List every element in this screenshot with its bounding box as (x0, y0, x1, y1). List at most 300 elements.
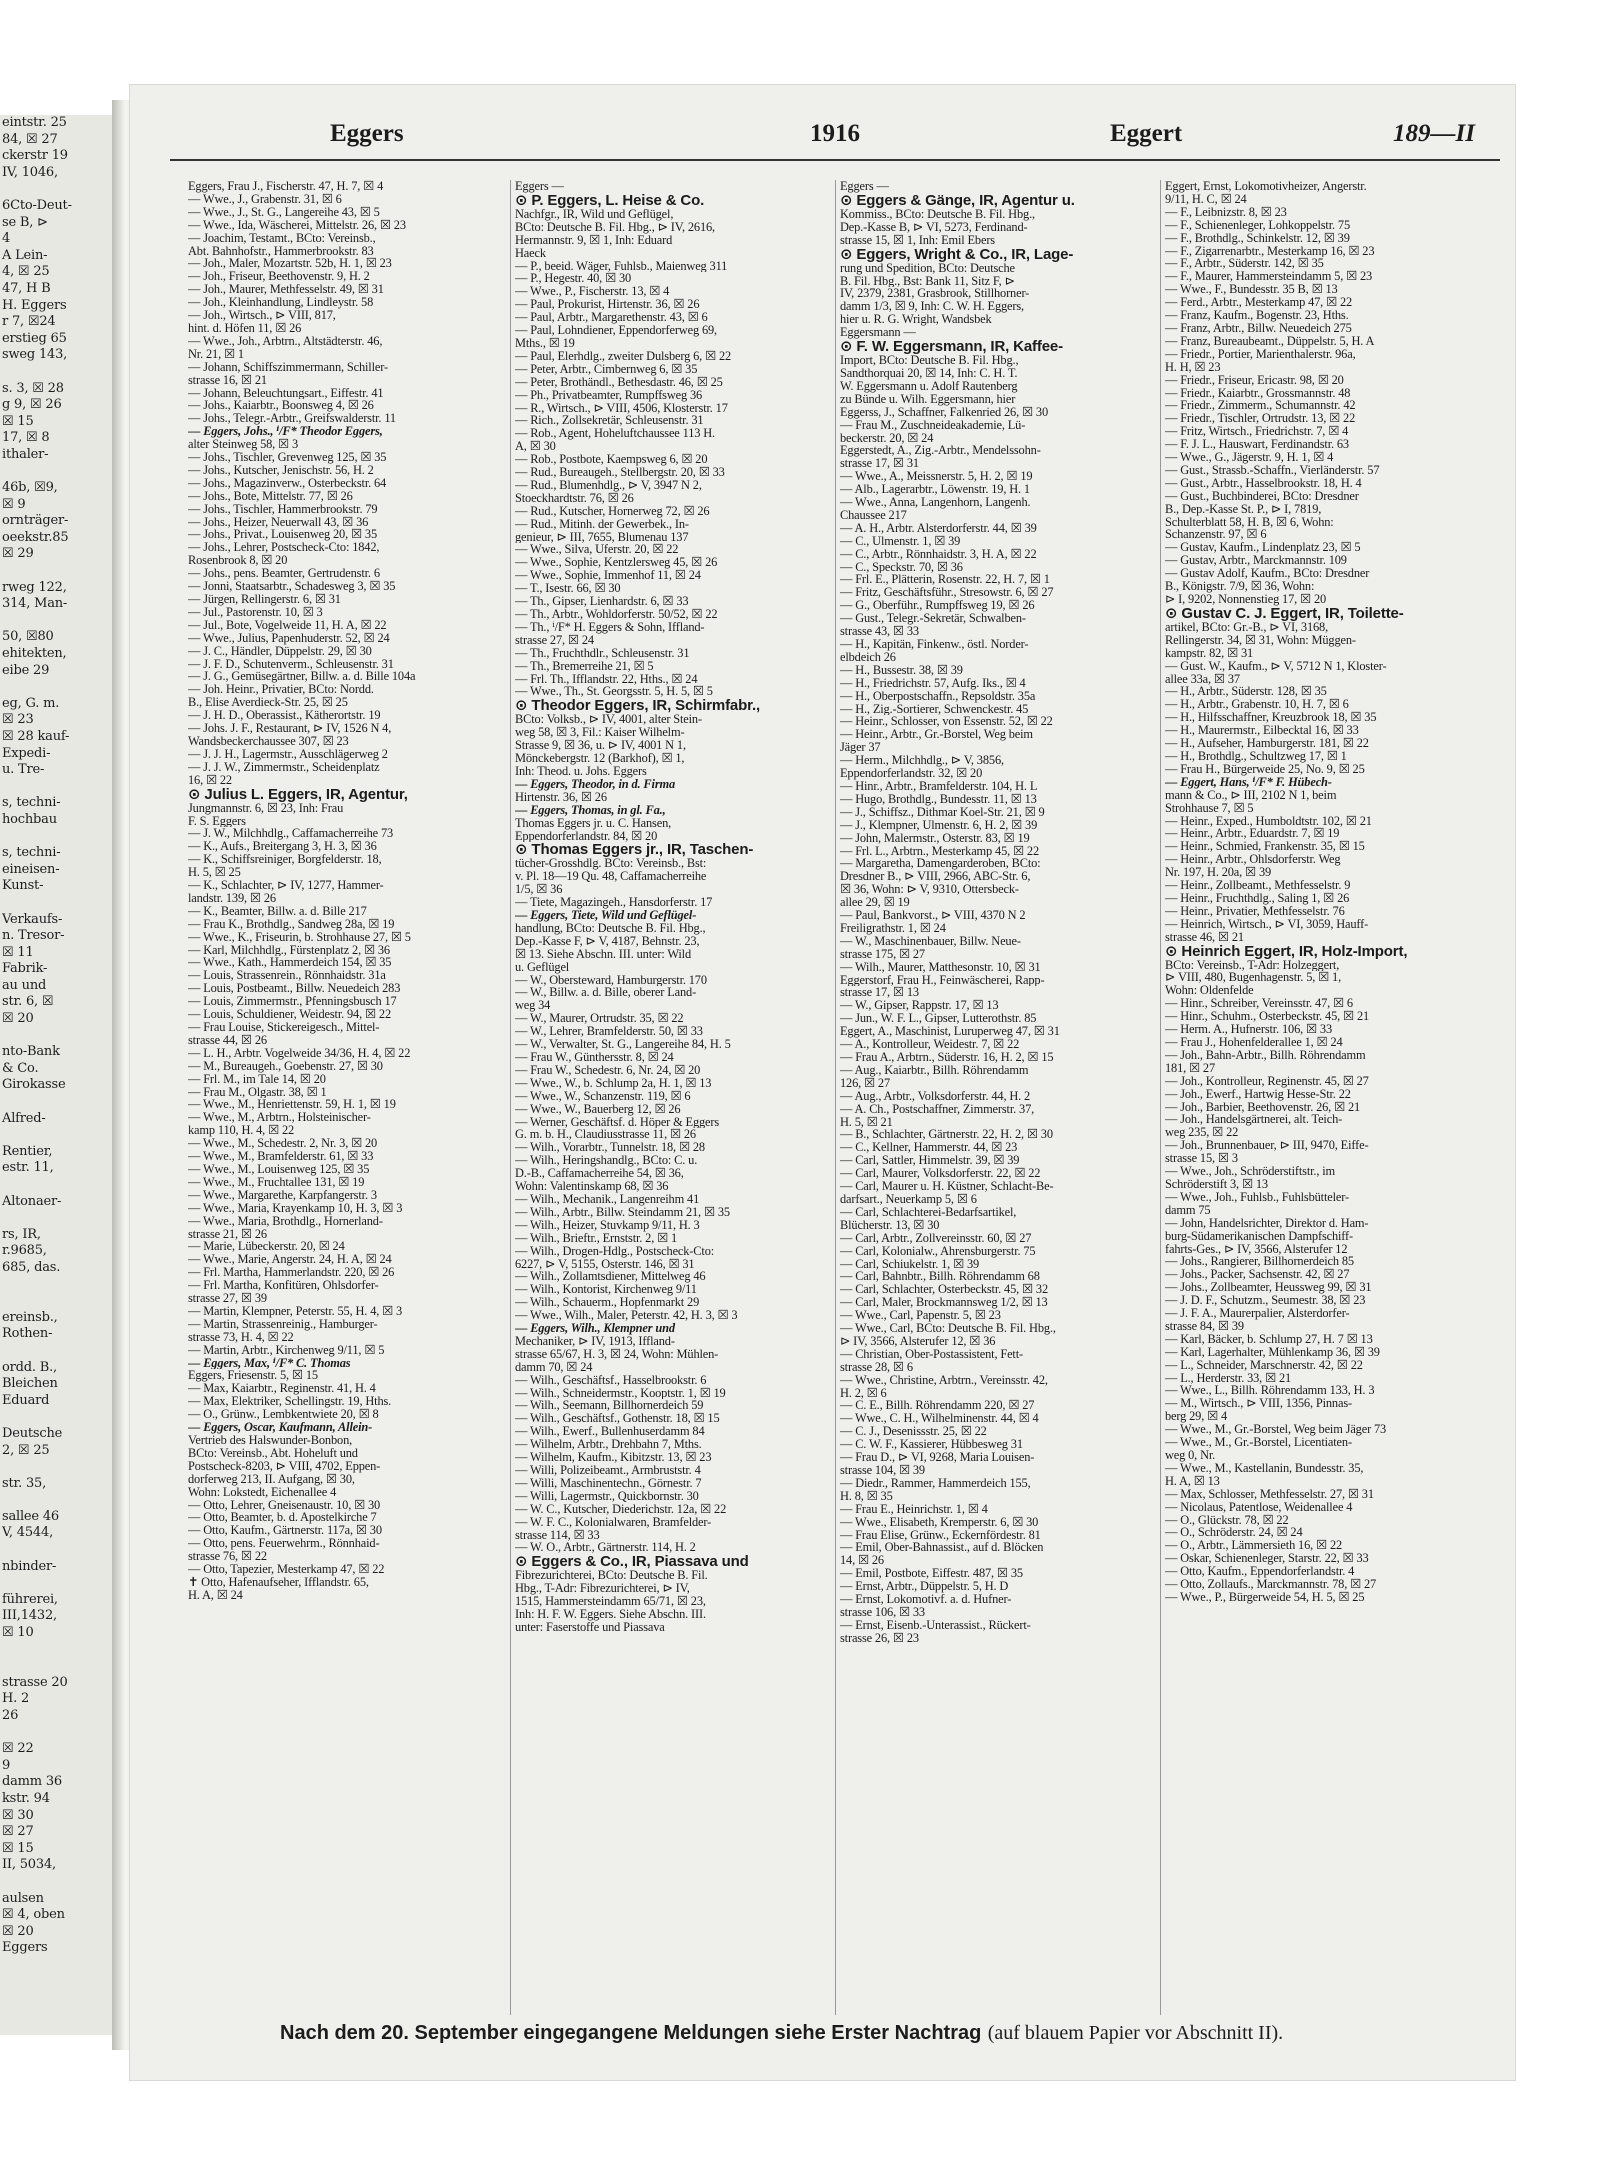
directory-entry-line: Fibrezurichterei, BCto: Deutsche B. Fil. (515, 1569, 708, 1583)
fragment-line: III,1432, (2, 1608, 57, 1624)
directory-entry-line: — Wwe., Marie, Angerstr. 24, H. A, ☒ 24 (188, 1253, 392, 1267)
directory-entry-line: Wohn: Oldenfelde (1165, 984, 1254, 998)
directory-entry-line: — A., Kontrolleur, Weidestr. 7, ☒ 22 (840, 1038, 1020, 1051)
directory-entry-line: — Otto, Lehrer, Gneisenaustr. 10, ☒ 30 (188, 1498, 381, 1512)
directory-entry-line: — Wwe., Wilh., Maler, Peterstr. 42, H. 3, ☒ 3 (515, 1309, 738, 1323)
directory-entry-line: — C., Arbtr., Rönnhaidstr. 3, H. A, ☒ 22 (840, 547, 1037, 561)
directory-entry-line: — Martin, Arbtr., Kirchenweg 9/11, ☒ 5 (188, 1343, 385, 1357)
directory-entry-line: unter: Faserstoffe und Piassava (515, 1620, 665, 1634)
directory-entry-line: — M., Bureaugeh., Goebenstr. 27, ☒ 30 (188, 1059, 383, 1073)
directory-entry-line: strasse 16, ☒ 21 (188, 373, 267, 387)
fragment-line: s, techni- (2, 795, 61, 811)
fragment-line: H. Eggers (2, 297, 67, 313)
directory-entry-line: — Wwe., M., Schedestr. 2, Nr. 3, ☒ 20 (188, 1137, 378, 1151)
directory-entry-line: — Louis, Schuldiener, Weidestr. 94, ☒ 22 (188, 1008, 391, 1021)
directory-entry-line: H. A, ☒ 24 (188, 1588, 243, 1602)
directory-entry-line: — Frau H., Bürgerweide 25, No. 9, ☒ 25 (1165, 762, 1365, 776)
directory-entry-line: — Th., Fruchthdlr., Schleusenstr. 31 (515, 646, 690, 660)
directory-entry-line: — Eggers, Thomas, in gl. Fa., (515, 803, 666, 817)
directory-entry-line: — Heinr., Privatier, Methfesselstr. 76 (1165, 904, 1345, 918)
directory-entry-line: — Wwe., Maria, Brothdlg., Hornerland- (188, 1214, 383, 1228)
directory-entry-line: — Friedr., Portier, Marienthalerstr. 96a, (1165, 347, 1356, 361)
directory-entry-line: — J. D. F., Schutzm., Seumestr. 38, ☒ 23 (1165, 1294, 1366, 1308)
directory-entry-line: Eggert, Ernst, Lokomotivheizer, Angerstr. (1165, 180, 1367, 193)
directory-entry-line: — Rud., Bureaugeh., Stellbergstr. 20, ☒ 33 (515, 466, 725, 479)
directory-entry-line: ☒ 13. Siehe Abschn. III. unter: Wild (515, 947, 692, 961)
directory-entry-line: — Otto, Zollaufs., Marckmannstr. 78, ☒ 27 (1165, 1578, 1377, 1591)
directory-entry-line: — Franz, Kaufm., Bogenstr. 23, Hths. (1165, 309, 1349, 322)
directory-entry-line: — Max, Kaiarbtr., Reginenstr. 41, H. 4 (188, 1382, 376, 1396)
directory-entry-line: Hermannstr. 9, ☒ 1, Inh: Eduard (515, 233, 673, 247)
directory-entry-line: allee 33a, ☒ 37 (1165, 672, 1240, 686)
directory-entry-line: Eggerstorf, Frau H., Feinwäscherei, Rapp- (840, 973, 1045, 987)
directory-entry-line: — F., Arbtr., Süderstr. 142, ☒ 35 (1165, 257, 1324, 271)
footer-note (280, 2020, 1480, 2048)
fragment-line: ☒ 10 (2, 1625, 34, 1641)
directory-entry-line: — Frau A., Arbtrn., Süderstr. 16, H. 2, ☒ 15 (840, 1051, 1054, 1064)
fragment-line: ☒ 27 (2, 1824, 34, 1840)
directory-entry-line: — C., Speckstr. 70, ☒ 36 (840, 560, 963, 574)
directory-entry-line: Strasse 9, ☒ 36, u. ⊳ IV, 4001 N 1, (515, 739, 686, 753)
directory-entry-line: strasse 28, ☒ 6 (840, 1360, 913, 1374)
directory-entry-line: — Otto, Kaufm., Gärtnerstr. 117a, ☒ 30 (188, 1524, 382, 1538)
directory-entry-line: — Carl, Maurer u. H. Küstner, Schlacht-Be- (840, 1180, 1054, 1193)
directory-entry-line: — Wilh., Ewerf., Bullenhuserdamm 84 (515, 1425, 705, 1439)
directory-entry-line: strasse 65/67, H. 3, ☒ 24, Wohn: Mühlen- (515, 1347, 719, 1361)
directory-entry-line: Import, BCto: Deutsche B. Fil. Hbg., (840, 354, 1019, 367)
directory-entry-line: — Joh., Barbier, Beethovenstr. 26, ☒ 21 (1165, 1100, 1361, 1114)
directory-entry-line: — F., Zigarrenarbtr., Mesterkamp 16, ☒ 23 (1165, 244, 1375, 258)
directory-entry-line: — Johann, Schiffszimmermann, Schiller- (188, 360, 388, 374)
directory-entry-line: — Ernst, Eisenb.-Unterassist., Rückert- (840, 1618, 1031, 1632)
fragment-line (0, 463, 112, 480)
fragment-line: u. Tre- (2, 762, 45, 778)
directory-entry-line: — Ph., Privatbeamter, Rumpffsweg 36 (515, 388, 703, 402)
directory-entry-line: Eggers, Frau J., Fischerstr. 47, H. 7, ☒ 4 (188, 180, 384, 193)
directory-entry-line: strasse 76, ☒ 22 (188, 1550, 267, 1564)
directory-entry-line: 14, ☒ 26 (840, 1554, 884, 1568)
fragment-line (0, 1127, 112, 1144)
fragment-line: führerei, (2, 1591, 58, 1607)
directory-entry-line: — H., Arbtr., Grabenstr. 10, H. 7, ☒ 6 (1165, 698, 1349, 712)
directory-entry-line: Blücherstr. 13, ☒ 30 (840, 1218, 940, 1232)
fragment-line: au und (2, 977, 47, 993)
directory-entry-line: — Wilh., Vorarbtr., Tunnelstr. 18, ☒ 28 (515, 1141, 705, 1155)
fragment-line: ☒ 20 (2, 1923, 34, 1939)
directory-entry-line: — Johs., pens. Beamter, Gertrudenstr. 6 (188, 567, 380, 581)
directory-entry-line: kampstr. 82, ☒ 31 (1165, 646, 1254, 660)
directory-entry-line: — O., Arbtr., Lämmersieth 16, ☒ 22 (1165, 1539, 1343, 1553)
directory-entry-line: Haeck (515, 246, 546, 260)
directory-entry-line: — H., Kapitän, Finkenw., östl. Norder- (840, 638, 1029, 651)
directory-entry-line: — Friedr., Zimmerm., Schumannstr. 42 (1165, 399, 1356, 413)
directory-entry-line: — Frau K., Brothdlg., Sandweg 28a, ☒ 19 (188, 917, 395, 931)
directory-entry-line: — Joachim, Testamt., BCto: Vereinsb., (188, 231, 376, 245)
directory-entry-line: — Wwe., P., Bürgerweide 54, H. 5, ☒ 25 (1165, 1590, 1365, 1604)
directory-entry-line: — F. J. L., Hauswart, Ferdinandstr. 63 (1165, 438, 1349, 452)
fragment-line (0, 1874, 112, 1891)
directory-entry-line: — Wwe., J., Grabenstr. 31, ☒ 6 (188, 192, 342, 206)
fragment-line: 26 (2, 1708, 19, 1723)
directory-entry-line: — Wwe., Sophie, Immenhof 11, ☒ 24 (515, 569, 701, 583)
directory-entry-line: — Eggers, Johs., ⁱ/F* Theodor Eggers, (188, 425, 383, 439)
fragment-line: H. 2 (2, 1691, 30, 1707)
directory-entry-line: G. m. b. H., Claudiusstrasse 11, ☒ 26 (515, 1128, 696, 1142)
directory-entry-line: — Franz, Arbtr., Billw. Neuedeich 275 (1165, 321, 1352, 335)
directory-entry-line: — Heinr., Schlosser, von Essenstr. 52, ☒ 22 (840, 715, 1053, 729)
directory-entry-line: — P., beeid. Wäger, Fuhlsb., Maienweg 311 (515, 259, 728, 273)
directory-entry-line: — Wilhelm, Arbtr., Drehbahn 7, Mths. (515, 1438, 702, 1452)
directory-entry-line: — Gustav, Arbtr., Marckmannstr. 109 (1165, 554, 1347, 568)
directory-entry-line: — B., Schlachter, Gärtnerstr. 22, H. 2, ☒ 30 (840, 1128, 1053, 1142)
directory-entry-line: rung und Spedition, BCto: Deutsche (840, 261, 1015, 275)
directory-entry-line: BCto: Vereinsb., Abt. Hoheluft und (188, 1446, 358, 1460)
directory-entry-line: 16, ☒ 22 (188, 773, 232, 787)
directory-entry-line: — Joh., Ewerf., Hartwig Hesse-Str. 22 (1165, 1087, 1351, 1101)
directory-entry-line: — L., Herderstr. 33, ☒ 21 (1165, 1371, 1292, 1385)
directory-entry-line: kamp 110, H. 4, ☒ 22 (188, 1124, 295, 1138)
directory-entry-line: — Heinr., Fruchthdlg., Saling 1, ☒ 26 (1165, 891, 1350, 905)
directory-entry-line: — Joh. Heinr., Privatier, BCto: Nordd. (188, 683, 374, 697)
directory-entry-line: Hirtenstr. 36, ☒ 26 (515, 790, 607, 804)
fragment-line: eg, G. m. (2, 695, 60, 711)
firm-entry-heading: ⊙ Eggers, Wright & Co., IR, Lage- (840, 246, 1074, 262)
directory-entry-line: — Otto, Kaufm., Eppendorferlandstr. 4 (1165, 1565, 1355, 1579)
directory-entry-line: — Hugo, Brothdlg., Bundesstr. 11, ☒ 13 (840, 792, 1037, 806)
fragment-line: 4, ☒ 25 (2, 264, 50, 280)
fragment-line: aulsen (2, 1890, 44, 1906)
directory-entry-line: — Carl, Schlachter, Osterbeckstr. 45, ☒ 32 (840, 1283, 1049, 1297)
directory-entry-line: — C. J., Desenissstr. 25, ☒ 22 (840, 1425, 987, 1439)
fragment-line: ornträger- (2, 513, 69, 529)
directory-entry-line: 1515, Hammersteindamm 65/71, ☒ 23, (515, 1595, 706, 1609)
directory-entry-line: — Wwe., Kath., Hammerdeich 154, ☒ 35 (188, 956, 392, 970)
fragment-line: kstr. 94 (2, 1790, 50, 1806)
fragment-line: nto-Bank (2, 1044, 60, 1060)
directory-entry-line: — Heinr., Arbtr., Ohlsdorferstr. Weg (1165, 853, 1341, 867)
directory-entry-line: — Johs., Tischler, Hammerbrookstr. 79 (188, 502, 378, 516)
directory-entry-line: — Louis, Postbeamt., Billw. Neuedeich 283 (188, 982, 401, 996)
directory-entry-line: — Frau E., Heinrichstr. 1, ☒ 4 (840, 1502, 988, 1516)
fragment-line: IV, 1046, (2, 164, 58, 180)
directory-entry-line: Inh: Theod. u. Johs. Eggers (515, 764, 647, 778)
directory-entry-line: Eggerss, J., Schaffner, Falkenried 26, ☒ 30 (840, 405, 1048, 419)
directory-entry-line: — Johann, Beleuchtungsart., Eiffestr. 41 (188, 386, 384, 400)
directory-entry-line: — Aug., Kaiarbtr., Billh. Röhrendamm (840, 1063, 1029, 1077)
directory-entry-line: — C. W. F., Kassierer, Hübbesweg 31 (840, 1438, 1023, 1452)
directory-entry-line: — J. G., Gemüsegärtner, Billw. a. d. Bille 104a (188, 670, 416, 684)
fragment-line: sallee 46 (2, 1508, 59, 1524)
directory-entry-line: H. 2, ☒ 6 (840, 1386, 887, 1400)
fragment-line: Bleichen (2, 1376, 58, 1392)
directory-entry-line: — Martin, Strassenreinig., Hamburger- (188, 1317, 378, 1331)
directory-entry-line: — Emil, Postbote, Eiffestr. 487, ☒ 35 (840, 1567, 1023, 1581)
fragment-line: Deutsche (2, 1425, 63, 1441)
directory-entry-line: Hbg., T-Adr: Fibrezurichterei, ⊳ IV, (515, 1582, 690, 1596)
directory-entry-line: — Wwe., Th., St. Georgsstr. 5, H. 5, ☒ 5 (515, 685, 713, 699)
directory-entry-line: — Otto, Tapezier, Mesterkamp 47, ☒ 22 (188, 1563, 385, 1576)
fragment-line: ☒ 15 (2, 413, 34, 429)
directory-entry-line: strasse 17, ☒ 31 (840, 457, 919, 471)
directory-entry-line: Rellingerstr. 34, ☒ 31, Wohn: Müggen- (1165, 633, 1356, 647)
directory-entry-line: 1/5, ☒ 36 (515, 883, 563, 897)
directory-entry-line: — Johs., Bote, Mittelstr. 77, ☒ 26 (188, 489, 353, 503)
directory-entry-line: u. Geflügel (515, 960, 570, 974)
directory-entry-line: strasse 84, ☒ 39 (1165, 1319, 1244, 1333)
directory-entry-line: — Wilh., Geschäftsf., Hasselbrookstr. 6 (515, 1373, 707, 1387)
directory-entry-line: strasse 43, ☒ 33 (840, 625, 919, 638)
directory-entry-line: — Carl, Schiukelstr. 1, ☒ 39 (840, 1257, 980, 1271)
directory-entry-line: beckerstr. 20, ☒ 24 (840, 431, 934, 445)
directory-entry-line: — Frau J., Hohenfelderallee 1, ☒ 24 (1165, 1036, 1343, 1049)
directory-entry-line: — Wwe., W., Schanzenstr. 119, ☒ 6 (515, 1089, 691, 1103)
fragment-line: ☒ 30 (2, 1807, 34, 1823)
directory-entry-line: — Wilh., Seemann, Billhornerdeich 59 (515, 1399, 704, 1413)
directory-entry-line: Eppendorferlandstr. 84, ☒ 20 (515, 829, 658, 843)
directory-entry-line: — J. J. H., Lagermstr., Ausschlägerweg 2 (188, 747, 388, 761)
directory-entry-line: — Rich., Zollsekretär, Schleusenstr. 31 (515, 414, 704, 428)
directory-entry-line: — Heinr., Arbtr., Gr.-Borstel, Weg beim (840, 728, 1033, 742)
directory-entry-line: — W. F. C., Kolonialwaren, Bramfelder- (515, 1515, 712, 1529)
directory-entry-line: — Karl, Bäcker, b. Schlump 27, H. 7 ☒ 13 (1165, 1332, 1373, 1346)
directory-entry-line: v. Pl. 18—19 Qu. 48, Caffamacherreihe (515, 870, 707, 884)
fragment-line (0, 1028, 112, 1045)
fragment-line: str. 35, (2, 1475, 47, 1491)
fragment-line (0, 563, 112, 580)
directory-entry-line: — Werner, Geschäftsf. d. Höper & Eggers (515, 1115, 720, 1129)
directory-entry-line: — Wwe., M., Gr.-Borstel, Licentiaten- (1165, 1436, 1352, 1449)
directory-entry-line: — J. F. D., Schutenverm., Schleusenstr. 31 (188, 657, 394, 671)
fragment-line (0, 1409, 112, 1426)
directory-entry-line: H. H, ☒ 23 (1165, 360, 1221, 374)
directory-entry-line: — Wwe., Elisabeth, Kremperstr. 6, ☒ 30 (840, 1515, 1039, 1529)
directory-entry-line: damm 1/3, ☒ 9, Inh: C. W. H. Eggers, (840, 300, 1024, 314)
directory-entry-line: — H., Bussestr. 38, ☒ 39 (840, 663, 963, 677)
fragment-line: str. 6, ☒ (2, 994, 54, 1010)
directory-entry-line: — Wwe., Maria, Krayenkamp 10, H. 3, ☒ 3 (188, 1201, 403, 1215)
directory-entry-line: — Jürgen, Rellingerstr. 6, ☒ 31 (188, 593, 341, 606)
directory-entry-line: — Friedr., Friseur, Ericastr. 98, ☒ 20 (1165, 373, 1344, 387)
directory-entry-line: — Jun., W. F. L., Gipser, Lutterothstr. 85 (840, 1012, 1037, 1026)
fragment-line (0, 895, 112, 912)
fragment-line: ithaler- (2, 446, 49, 462)
fragment-line: hochbau (2, 811, 57, 827)
fragment-line (0, 779, 112, 796)
directory-entry-line: dorferweg 213, II. Aufgang, ☒ 30, (188, 1472, 355, 1486)
directory-entry-line: weg 235, ☒ 22 (1165, 1126, 1239, 1140)
directory-entry-line: Vertrieb des Halswunder-Bonbon, (188, 1434, 353, 1447)
directory-entry-line: — Wwe., A., Meissnerstr. 5, H. 2, ☒ 19 (840, 470, 1033, 484)
directory-entry-line: — Joh., Kleinhandlung, Lindleystr. 58 (188, 296, 374, 310)
directory-entry-line: genieur, ⊳ III, 7655, Blumenau 137 (515, 530, 689, 544)
directory-entry-line: — Gust., Strassb.-Schaffn., Vierländerstr. 57 (1165, 463, 1380, 477)
directory-entry-line: — T., Isestr. 66, ☒ 30 (515, 582, 621, 596)
fragment-line: eibe 29 (2, 662, 50, 678)
fragment-line (0, 1575, 112, 1592)
directory-entry-line: — Eggers, Wilh., Klempner und (515, 1322, 675, 1335)
directory-entry-line: — W., Lehrer, Bramfelderstr. 50, ☒ 33 (515, 1025, 703, 1039)
directory-entry-line: Dep.-Kasse B, ⊳ VI, 5273, Ferdinand- (840, 220, 1028, 234)
directory-entry-line: — Karl, Lagerhalter, Mühlenkamp 36, ☒ 39 (1165, 1345, 1380, 1359)
directory-entry-line: Eggers — (840, 180, 889, 193)
directory-entry-line: — Johs., Heizer, Neuerwall 43, ☒ 36 (188, 515, 369, 529)
fragment-line: estr. 11, (2, 1160, 54, 1176)
directory-entry-line: — Otto, Beamter, b. d. Apostelkirche 7 (188, 1511, 377, 1525)
directory-entry-line: — Wilh., Zollamtsdiener, Mittelweg 46 (515, 1270, 706, 1284)
directory-entry-line: ☒ 36, Wohn: ⊳ V, 9310, Ottersbeck- (840, 883, 1019, 897)
directory-entry-line: strasse 175, ☒ 27 (840, 947, 925, 961)
directory-entry-line: — Marie, Lübeckerstr. 20, ☒ 24 (188, 1240, 345, 1254)
directory-entry-line: — W., Obersteward, Hamburgerstr. 170 (515, 973, 707, 987)
directory-entry-line: — Th., Bremerreihe 21, ☒ 5 (515, 659, 654, 673)
directory-entry-line: strasse 15, ☒ 1, Inh: Emil Ebers (840, 233, 995, 247)
firm-entry-heading: ⊙ Heinrich Eggert, IR, Holz-Import, (1165, 943, 1408, 959)
directory-entry-line: — Frl. Martha, Hammerlandstr. 220, ☒ 26 (188, 1266, 395, 1280)
directory-entry-line: — Johs., Tischler, Grevenweg 125, ☒ 35 (188, 451, 387, 464)
directory-entry-line: Kommiss., BCto: Deutsche B. Fil. Hbg., (840, 207, 1035, 221)
directory-entry-line: Stoeckhardtstr. 76, ☒ 26 (515, 491, 634, 505)
directory-entry-line: zu Bünde u. Wilh. Eggersmann, hier (840, 392, 1016, 406)
fragment-line: Alfred- (2, 1110, 46, 1126)
directory-entry-line: — Th., Arbtr., Wohldorferstr. 50/52, ☒ 22 (515, 608, 718, 621)
directory-entry-line: Nachfgr., IR, Wild und Geflügel, (515, 207, 674, 221)
directory-entry-line: strasse 27, ☒ 39 (188, 1292, 267, 1305)
directory-entry-line: — Frau M., Zuschneideakademie, Lü- (840, 418, 1026, 432)
directory-entry-line: — F., Leibnizstr. 8, ☒ 23 (1165, 205, 1287, 219)
directory-entry-line: — Joh., Friseur, Beethovenstr. 9, H. 2 (188, 270, 370, 284)
directory-entry-line: — Frau Louise, Stickereigesch., Mittel- (188, 1021, 380, 1034)
directory-entry-line: — Paul, Prokurist, Hirtenstr. 36, ☒ 26 (515, 298, 700, 312)
directory-entry-line: strasse 104, ☒ 39 (840, 1464, 925, 1477)
directory-entry-line: — Heinr., Arbtr., Eduardstr. 7, ☒ 19 (1165, 827, 1340, 841)
directory-entry-line: — Eggers, Max, ⁱ/F* C. Thomas (188, 1356, 351, 1370)
directory-entry-line: Rosenbrook 8, ☒ 20 (188, 554, 288, 568)
fragment-line (0, 1177, 112, 1194)
fragment-line: r.9685, (2, 1243, 47, 1259)
fragment-line (0, 829, 112, 846)
fragment-line: Kunst- (2, 878, 44, 894)
fragment-line: ☒ 11 (2, 944, 34, 960)
directory-entry-line: B., Königstr. 7/9, ☒ 36, Wohn: (1165, 580, 1315, 593)
firm-entry-heading: ⊙ Julius L. Eggers, IR, Agentur, (188, 786, 408, 802)
directory-entry-line: — Hinr., Schreiber, Vereinsstr. 47, ☒ 6 (1165, 997, 1353, 1011)
directory-entry-line: — Wilh., Maurer, Matthesonstr. 10, ☒ 31 (840, 960, 1041, 974)
fragment-line: 9 (2, 1757, 11, 1773)
directory-entry-line: alter Steinweg 58, ☒ 3 (188, 438, 299, 452)
directory-entry-line: — Wilh., Schauerm., Hopfenmarkt 29 (515, 1296, 700, 1310)
directory-entry-line: — Diedr., Rammer, Hammerdeich 155, (840, 1476, 1031, 1490)
page-header (130, 120, 1515, 150)
fragment-line: Eduard (2, 1392, 50, 1408)
fragment-line (0, 1343, 112, 1360)
directory-entry-line: — Carl, Maler, Brockmannsweg 1/2, ☒ 13 (840, 1296, 1048, 1310)
directory-entry-line: — L., Schneider, Marschnerstr. 42, ☒ 22 (1165, 1358, 1363, 1372)
directory-entry-line: — F., Brothdlg., Schinkelstr. 12, ☒ 39 (1165, 231, 1350, 245)
fragment-line: 46b, ☒9, (2, 480, 58, 496)
directory-entry-line: — Frau Elise, Grünw., Eckernfördestr. 81 (840, 1528, 1041, 1542)
fragment-line: 17, ☒ 8 (2, 430, 50, 446)
directory-entry-line: — Friedr., Tischler, Ortrudstr. 13, ☒ 22 (1165, 412, 1356, 426)
fragment-line (0, 1642, 112, 1659)
directory-entry-line: — Johs., Kaiarbtr., Boonsweg 4, ☒ 26 (188, 399, 374, 413)
directory-entry-line: — Frau D., ⊳ VI, 9268, Maria Louisen- (840, 1451, 1035, 1464)
fragment-line (0, 364, 112, 381)
directory-entry-line: — O., Schröderstr. 24, ☒ 24 (1165, 1526, 1303, 1540)
directory-entry-line: — Eggers, Oscar, Kaufmann, Allein- (188, 1421, 373, 1434)
header-year: 1916 (810, 120, 860, 147)
directory-entry-line: — Th., ⁱ/F* H. Eggers & Sohn, Iffland- (515, 620, 705, 634)
directory-entry-line: hint. d. Höfen 11, ☒ 26 (188, 321, 302, 335)
directory-entry-line: — Wilh., Arbtr., Billw. Steindamm 21, ☒ 35 (515, 1205, 730, 1219)
fragment-line (0, 1492, 112, 1509)
directory-entry-line: — Wwe., Joh., Arbtrn., Altstädterstr. 46, (188, 334, 383, 348)
directory-entry-line: darfsart., Neuerkamp 5, ☒ 6 (840, 1192, 977, 1206)
directory-entry-line: Dresdner B., ⊳ VIII, 2966, ABC-Str. 6, (840, 870, 1031, 884)
directory-entry-line: H. 5, ☒ 21 (840, 1115, 893, 1129)
directory-entry-line: — Gustav Adolf, Kaufm., BCto: Dresdner (1165, 567, 1370, 581)
fragment-line: Altonaer- (2, 1193, 62, 1209)
directory-entry-line: — W., Billw. a. d. Bille, oberer Land- (515, 986, 697, 1000)
directory-entry-line: — J., Klempner, Ulmenstr. 6, H. 2, ☒ 39 (840, 818, 1038, 832)
directory-entry-line: Eppendorferlandstr. 32, ☒ 20 (840, 767, 983, 780)
fragment-line: n. Tresor- (2, 928, 65, 944)
fragment-line: Verkaufs- (2, 911, 63, 927)
fragment-line (0, 1094, 112, 1111)
directory-entry-line: — Louis, Strassenrein., Rönnhaidstr. 31a (188, 969, 386, 983)
directory-entry-line: — Johs., Magazinverw., Osterbeckstr. 64 (188, 476, 387, 490)
directory-entry-line: — Willi, Lagermstr., Quickbornstr. 30 (515, 1489, 699, 1503)
fragment-line: rs, IR, (2, 1226, 41, 1242)
fragment-line: ereinsb., (2, 1309, 58, 1325)
directory-entry-line: hier u. R. G. Wright, Wandsbek (840, 313, 992, 327)
directory-entry-line: — Ernst, Arbtr., Düppelstr. 5, H. D (840, 1580, 1009, 1594)
fragment-line: g 9, ☒ 26 (2, 397, 62, 413)
directory-entry-line: — Frau M., Olgastr. 38, ☒ 1 (188, 1085, 327, 1099)
fragment-line (0, 1210, 112, 1227)
directory-entry-line: — W., Verwalter, St. G., Langereihe 84, H. 5 (515, 1038, 731, 1051)
directory-entry-line: — C. E., Billh. Röhrendamm 220, ☒ 27 (840, 1399, 1035, 1413)
directory-entry-line: damm 75 (1165, 1203, 1211, 1217)
fragment-line: r 7, ☒24 (2, 314, 56, 330)
directory-entry-line: — Johs., Zollbeamter, Heussweg 99, ☒ 31 (1165, 1281, 1372, 1295)
directory-entry-line: fahrts-Ges., ⊳ IV, 3566, Alsterufer 12 (1165, 1242, 1348, 1256)
directory-entry-line: — Wwe., M., Henriettenstr. 59, H. 1, ☒ 19 (188, 1098, 396, 1112)
fragment-line: ☒ 4, oben (2, 1907, 65, 1923)
directory-entry-line: — H., Friedrichstr. 57, Aufg. Iks., ☒ 4 (840, 676, 1026, 690)
firm-entry-heading: ⊙ Gustav C. J. Eggert, IR, Toilette- (1165, 605, 1404, 621)
directory-entry-line: — Rob., Agent, Hoheluftchaussee 113 H. (515, 427, 715, 441)
directory-entry-line: — John, Malermstr., Osterstr. 83, ☒ 19 (840, 831, 1030, 845)
directory-entry-line: strasse 114, ☒ 33 (515, 1528, 600, 1542)
directory-entry-line: — Eggers, Theodor, in d. Firma (515, 777, 676, 791)
directory-entry-line: strasse 27, ☒ 24 (515, 633, 594, 647)
directory-entry-line: — Nicolaus, Patentlose, Weidenallee 4 (1165, 1500, 1353, 1514)
directory-entry-line: — O., Glückstr. 78, ☒ 22 (1165, 1513, 1289, 1527)
directory-entry-line: Sandthorquai 20, ☒ 14, Inh: C. H. T. (840, 366, 1018, 380)
directory-entry-line: — Peter, Arbtr., Cimbernweg 6, ☒ 35 (515, 362, 698, 376)
directory-entry-line: — Johs., Kutscher, Jenischstr. 56, H. 2 (188, 463, 374, 477)
directory-entry-line: B., Elise Averdieck-Str. 25, ☒ 25 (188, 696, 348, 710)
fragment-line: ☒ 9 (2, 496, 26, 512)
directory-entry-line: — Johs., Packer, Sachsenstr. 42, ☒ 27 (1165, 1268, 1350, 1282)
directory-entry-line: — O., Grünw., Lembkentwiete 20, ☒ 8 (188, 1408, 379, 1422)
directory-entry-line: — Tiete, Magazingeh., Hansdorferstr. 17 (515, 896, 713, 910)
directory-entry-line: W. Eggersmann u. Adolf Rautenberg (840, 379, 1018, 393)
directory-entry-line: Wandsbeckerchaussee 307, ☒ 23 (188, 734, 349, 748)
directory-entry-line: artikel, BCto: Gr.-B., ⊳ VI, 3168, (1165, 620, 1329, 634)
directory-entry-line: strasse 44, ☒ 26 (188, 1033, 267, 1047)
fragment-line: s. 3, ☒ 28 (2, 380, 64, 396)
